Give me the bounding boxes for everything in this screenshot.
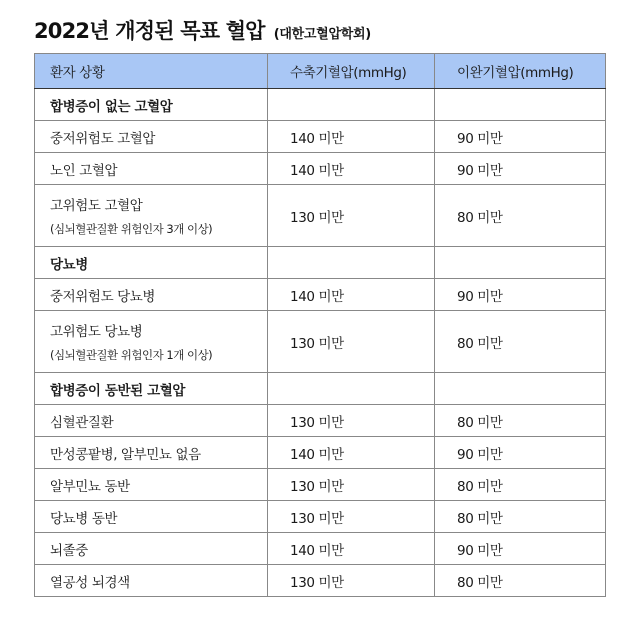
condition-label: 고위험도 고혈압 xyxy=(50,198,143,214)
table-row xyxy=(35,565,606,597)
table-row xyxy=(35,279,606,311)
table-row xyxy=(35,501,606,533)
diastolic-cell: 90 미만 xyxy=(435,153,606,185)
diastolic-cell: 80 미만 xyxy=(435,311,606,373)
empty-cell xyxy=(268,89,435,121)
diastolic-cell: 90 미만 xyxy=(435,279,606,311)
section-row-uncomplicated-hypertension xyxy=(35,89,606,121)
table-row xyxy=(35,437,606,469)
header-row xyxy=(35,54,606,89)
empty-cell xyxy=(268,373,435,405)
section-row-diabetes xyxy=(35,247,606,279)
table-header xyxy=(35,54,606,89)
diastolic-cell: 90 미만 xyxy=(435,121,606,153)
section-heading: 합병증이 없는 고혈압 xyxy=(35,89,268,121)
table-row xyxy=(35,311,606,373)
condition-cell: 알부민뇨 동반 xyxy=(35,469,268,501)
condition-cell: 열공성 뇌경색 xyxy=(35,565,268,597)
blood-pressure-target-table xyxy=(34,53,606,597)
condition-note: (심뇌혈관질환 위험인자 3개 이상) xyxy=(50,222,213,236)
diastolic-cell: 80 미만 xyxy=(435,501,606,533)
systolic-cell: 140 미만 xyxy=(268,279,435,311)
empty-cell xyxy=(435,89,606,121)
systolic-cell: 140 미만 xyxy=(268,437,435,469)
diastolic-cell: 80 미만 xyxy=(435,405,606,437)
systolic-cell: 140 미만 xyxy=(268,121,435,153)
table-row xyxy=(35,153,606,185)
condition-cell: 중저위험도 당뇨병 xyxy=(35,279,268,311)
diastolic-cell: 90 미만 xyxy=(435,533,606,565)
title-main: 2022년 개정된 목표 혈압 xyxy=(34,19,265,43)
condition-cell xyxy=(35,185,268,247)
condition-label: 고위험도 당뇨병 xyxy=(50,324,143,340)
systolic-cell: 130 미만 xyxy=(268,405,435,437)
condition-cell: 중저위험도 고혈압 xyxy=(35,121,268,153)
table-row xyxy=(35,121,606,153)
diastolic-cell: 80 미만 xyxy=(435,185,606,247)
table-row xyxy=(35,405,606,437)
table-row xyxy=(35,533,606,565)
condition-note: (심뇌혈관질환 위험인자 1개 이상) xyxy=(50,348,213,362)
systolic-cell: 130 미만 xyxy=(268,565,435,597)
condition-cell: 만성콩팥병, 알부민뇨 없음 xyxy=(35,437,268,469)
page-title xyxy=(34,16,371,50)
empty-cell xyxy=(268,247,435,279)
header-diastolic: 이완기혈압(mmHg) xyxy=(435,54,606,89)
systolic-cell: 130 미만 xyxy=(268,469,435,501)
empty-cell xyxy=(435,373,606,405)
table-body xyxy=(35,89,606,597)
title-source: (대한고혈압학회) xyxy=(273,27,371,42)
section-heading: 당뇨병 xyxy=(35,247,268,279)
systolic-cell: 130 미만 xyxy=(268,501,435,533)
diastolic-cell: 80 미만 xyxy=(435,565,606,597)
diastolic-cell: 80 미만 xyxy=(435,469,606,501)
systolic-cell: 140 미만 xyxy=(268,153,435,185)
diastolic-cell: 90 미만 xyxy=(435,437,606,469)
condition-cell: 뇌졸중 xyxy=(35,533,268,565)
section-heading: 합병증이 동반된 고혈압 xyxy=(35,373,268,405)
systolic-cell: 140 미만 xyxy=(268,533,435,565)
table-row xyxy=(35,469,606,501)
condition-cell: 심혈관질환 xyxy=(35,405,268,437)
systolic-cell: 130 미만 xyxy=(268,311,435,373)
condition-cell xyxy=(35,311,268,373)
table-row xyxy=(35,185,606,247)
condition-cell: 노인 고혈압 xyxy=(35,153,268,185)
header-patient-condition: 환자 상황 xyxy=(35,54,268,89)
empty-cell xyxy=(435,247,606,279)
condition-cell: 당뇨병 동반 xyxy=(35,501,268,533)
systolic-cell: 130 미만 xyxy=(268,185,435,247)
section-row-complicated-hypertension xyxy=(35,373,606,405)
header-systolic: 수축기혈압(mmHg) xyxy=(268,54,435,89)
